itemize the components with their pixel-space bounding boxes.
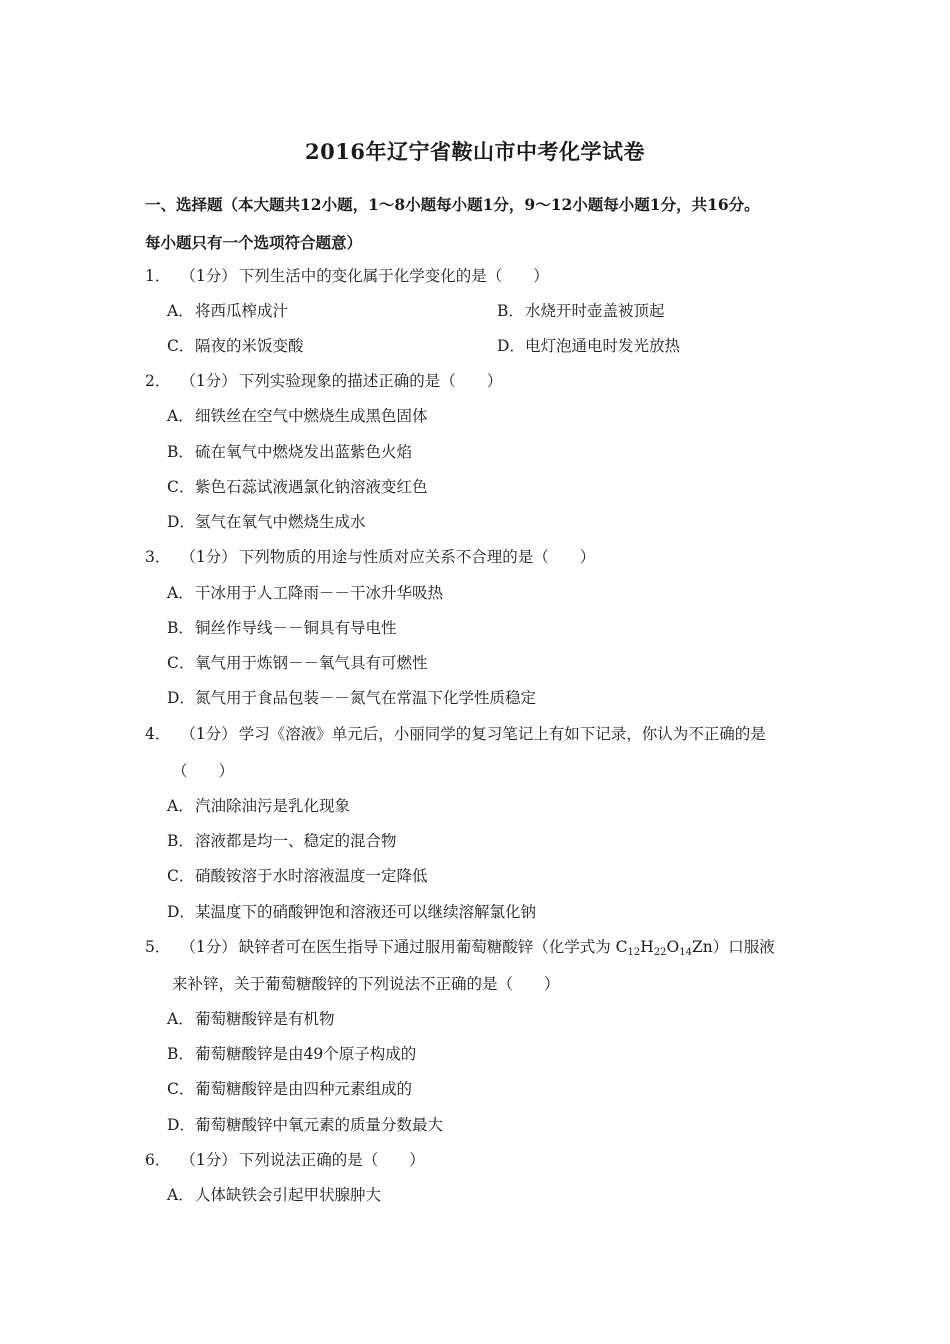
- option-letter: B．: [167, 832, 194, 850]
- option-letter: A．: [167, 584, 194, 602]
- question-3-option-c: [167, 651, 428, 673]
- option-letter: A．: [167, 1186, 194, 1204]
- option-text: 隔夜的米饭变酸: [195, 337, 304, 355]
- question-4-option-d: [167, 900, 536, 922]
- question-1-option-d: [497, 334, 680, 356]
- option-letter: A．: [167, 1010, 194, 1028]
- page-title: 2016年辽宁省鞍山市中考化学试卷: [305, 139, 645, 164]
- option-letter: A．: [167, 407, 194, 425]
- option-text: 细铁丝在空气中燃烧生成黑色固体: [195, 407, 428, 425]
- option-letter: C．: [167, 337, 195, 355]
- formula-element: H: [640, 938, 654, 956]
- option-letter: B．: [497, 302, 524, 320]
- formula-subscript: 22: [653, 947, 667, 958]
- option-letter: A．: [167, 797, 194, 815]
- formula-subscript: 14: [679, 947, 692, 958]
- question-2-stem: [145, 369, 502, 391]
- question-5-option-c: [167, 1077, 412, 1099]
- option-letter: D．: [497, 337, 525, 355]
- question-score: （1分）: [180, 372, 237, 390]
- question-text: 下列物质的用途与性质对应关系不合理的是（ ）: [238, 548, 596, 566]
- option-text: 某温度下的硝酸钾饱和溶液还可以继续溶解氯化钠: [195, 903, 537, 921]
- question-4-option-c: [167, 864, 428, 886]
- formula-subscript: 12: [627, 947, 641, 958]
- option-text: 葡萄糖酸锌是有机物: [195, 1010, 335, 1028]
- question-1-stem: [145, 264, 549, 286]
- question-score: （1分）: [180, 725, 237, 743]
- question-4-stem: [145, 722, 766, 744]
- question-number: 3．: [145, 548, 171, 566]
- question-text: 缺锌者可在医生指导下通过服用葡萄糖酸锌（化学式为 C: [238, 938, 628, 956]
- question-number: 1．: [145, 267, 171, 285]
- question-text: 学习《溶液》单元后，小丽同学的复习笔记上有如下记录，你认为不正确的是: [238, 725, 766, 743]
- option-text: 葡萄糖酸锌是由四种元素组成的: [195, 1080, 413, 1098]
- question-3-option-d: [167, 686, 536, 708]
- option-letter: D．: [167, 903, 195, 921]
- option-text: 葡萄糖酸锌中氧元素的质量分数最大: [195, 1116, 444, 1134]
- option-letter: B．: [167, 619, 194, 637]
- question-text-end: Zn）口服液: [692, 938, 775, 956]
- option-letter: C．: [167, 867, 195, 885]
- option-text: 溶液都是均一、稳定的混合物: [195, 832, 397, 850]
- question-5-stem-continued: 来补锌，关于葡萄糖酸锌的下列说法不正确的是（ ）: [172, 975, 560, 993]
- question-text: 下列说法正确的是（ ）: [238, 1151, 425, 1169]
- option-text: 紫色石蕊试液遇氯化钠溶液变红色: [195, 478, 428, 496]
- question-5-option-b: [167, 1042, 416, 1064]
- option-letter: B．: [167, 443, 194, 461]
- question-4-option-b: [167, 829, 397, 851]
- question-number: 2．: [145, 372, 171, 390]
- option-letter: D．: [167, 689, 195, 707]
- question-score: （1分）: [180, 1151, 237, 1169]
- option-text: 氧气用于炼钢－－氧气具有可燃性: [195, 654, 428, 672]
- option-letter: C．: [167, 654, 195, 672]
- question-2-option-b: [167, 440, 412, 462]
- option-text: 硫在氧气中燃烧发出蓝紫色火焰: [195, 443, 413, 461]
- question-3-option-b: [167, 616, 397, 638]
- question-5-stem: [145, 935, 775, 958]
- option-text: 铜丝作导线－－铜具有导电性: [195, 619, 397, 637]
- question-number: 6．: [145, 1151, 171, 1169]
- option-letter: D．: [167, 513, 195, 531]
- question-number: 4．: [145, 725, 171, 743]
- question-6-option-a: [167, 1183, 381, 1205]
- section-heading-line1: 一、选择题（本大题共12小题，1～8小题每小题1分，9～12小题每小题1分，共16分。: [145, 195, 760, 214]
- option-letter: C．: [167, 1080, 195, 1098]
- option-letter: A．: [167, 302, 194, 320]
- question-1-option-b: [497, 299, 665, 321]
- option-text: 人体缺铁会引起甲状腺肿大: [195, 1186, 382, 1204]
- section-heading-line2: 每小题只有一个选项符合题意）: [145, 233, 363, 252]
- option-letter: D．: [167, 1116, 195, 1134]
- question-1-option-a: [167, 299, 288, 321]
- option-text: 硝酸铵溶于水时溶液温度一定降低: [195, 867, 428, 885]
- question-3-option-a: [167, 581, 443, 603]
- question-score: （1分）: [180, 548, 237, 566]
- option-text: 电灯泡通电时发光放热: [525, 337, 681, 355]
- question-6-stem: [145, 1148, 425, 1170]
- question-1-option-c: [167, 334, 304, 356]
- question-2-option-c: [167, 475, 428, 497]
- question-4-option-a: [167, 794, 350, 816]
- question-5-option-a: [167, 1007, 335, 1029]
- formula-element: O: [666, 938, 680, 956]
- option-text: 氢气在氧气中燃烧生成水: [195, 513, 366, 531]
- question-2-option-d: [167, 510, 366, 532]
- question-2-option-a: [167, 404, 428, 426]
- option-text: 干冰用于人工降雨－－干冰升华吸热: [195, 584, 444, 602]
- option-letter: C．: [167, 478, 195, 496]
- option-text: 将西瓜榨成汁: [195, 302, 289, 320]
- question-score: （1分）: [180, 267, 237, 285]
- question-text: 下列实验现象的描述正确的是（ ）: [238, 372, 503, 390]
- option-text: 葡萄糖酸锌是由49个原子构成的: [195, 1045, 417, 1063]
- question-number: 5．: [145, 938, 171, 956]
- option-text: 氮气用于食品包装－－氮气在常温下化学性质稳定: [195, 689, 537, 707]
- question-4-stem-continued: （ ）: [172, 762, 235, 780]
- option-text: 汽油除油污是乳化现象: [195, 797, 351, 815]
- option-text: 水烧开时壶盖被顶起: [525, 302, 665, 320]
- question-3-stem: [145, 545, 595, 567]
- question-score: （1分）: [180, 938, 237, 956]
- question-text: 下列生活中的变化属于化学变化的是（ ）: [238, 267, 549, 285]
- question-5-option-d: [167, 1113, 443, 1135]
- option-letter: B．: [167, 1045, 194, 1063]
